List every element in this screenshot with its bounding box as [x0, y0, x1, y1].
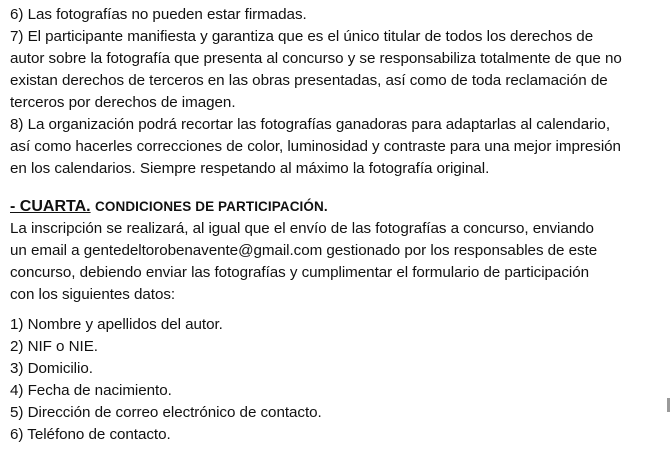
registration-line-1: La inscripción se realizará, al igual que el envío de las fotografías a concurso, enviando — [10, 220, 594, 237]
rule-8-line-2: así como hacerles correcciones de color, luminosidad y contraste para una mejor impresión — [10, 138, 621, 155]
section-number: - CUARTA. — [10, 198, 91, 215]
rule-6-line: 6) Las fotografías no pueden estar firmadas. — [10, 6, 307, 23]
rule-8-line-3: en los calendarios. Siempre respetando al máximo la fotografía original. — [10, 160, 490, 177]
list-item: 1) Nombre y apellidos del autor. — [10, 316, 223, 333]
list-item: 2) NIF o NIE. — [10, 338, 98, 355]
rule-7-line-4: terceros por derechos de imagen. — [10, 94, 236, 111]
rule-7-line-2: autor sobre la fotografía que presenta al concurso y se responsabiliza totalmente de que no — [10, 50, 622, 67]
list-item: 4) Fecha de nacimiento. — [10, 382, 172, 399]
rule-8-line-1: 8) La organización podrá recortar las fotografías ganadoras para adaptarlas al calendario, — [10, 116, 610, 133]
registration-line-4: con los siguientes datos: — [10, 286, 176, 303]
registration-line-3: concurso, debiendo enviar las fotografías y cumplimentar el formulario de participación — [10, 264, 589, 281]
list-item: 3) Domicilio. — [10, 360, 93, 377]
rule-7-line-3: existan derechos de terceros en las obras presentadas, así como de toda reclamación de — [10, 72, 608, 89]
section-heading — [10, 198, 328, 216]
list-item: 5) Dirección de correo electrónico de contacto. — [10, 404, 322, 421]
registration-line-2: un email a gentedeltorobenavente@gmail.com gestionado por los responsables de este — [10, 242, 598, 259]
rule-7-line-1: 7) El participante manifiesta y garantiza que es el único titular de todos los derechos de — [10, 28, 594, 45]
list-item: 6) Teléfono de contacto. — [10, 426, 171, 443]
section-title: CONDICIONES DE PARTICIPACIÓN. — [95, 199, 328, 214]
